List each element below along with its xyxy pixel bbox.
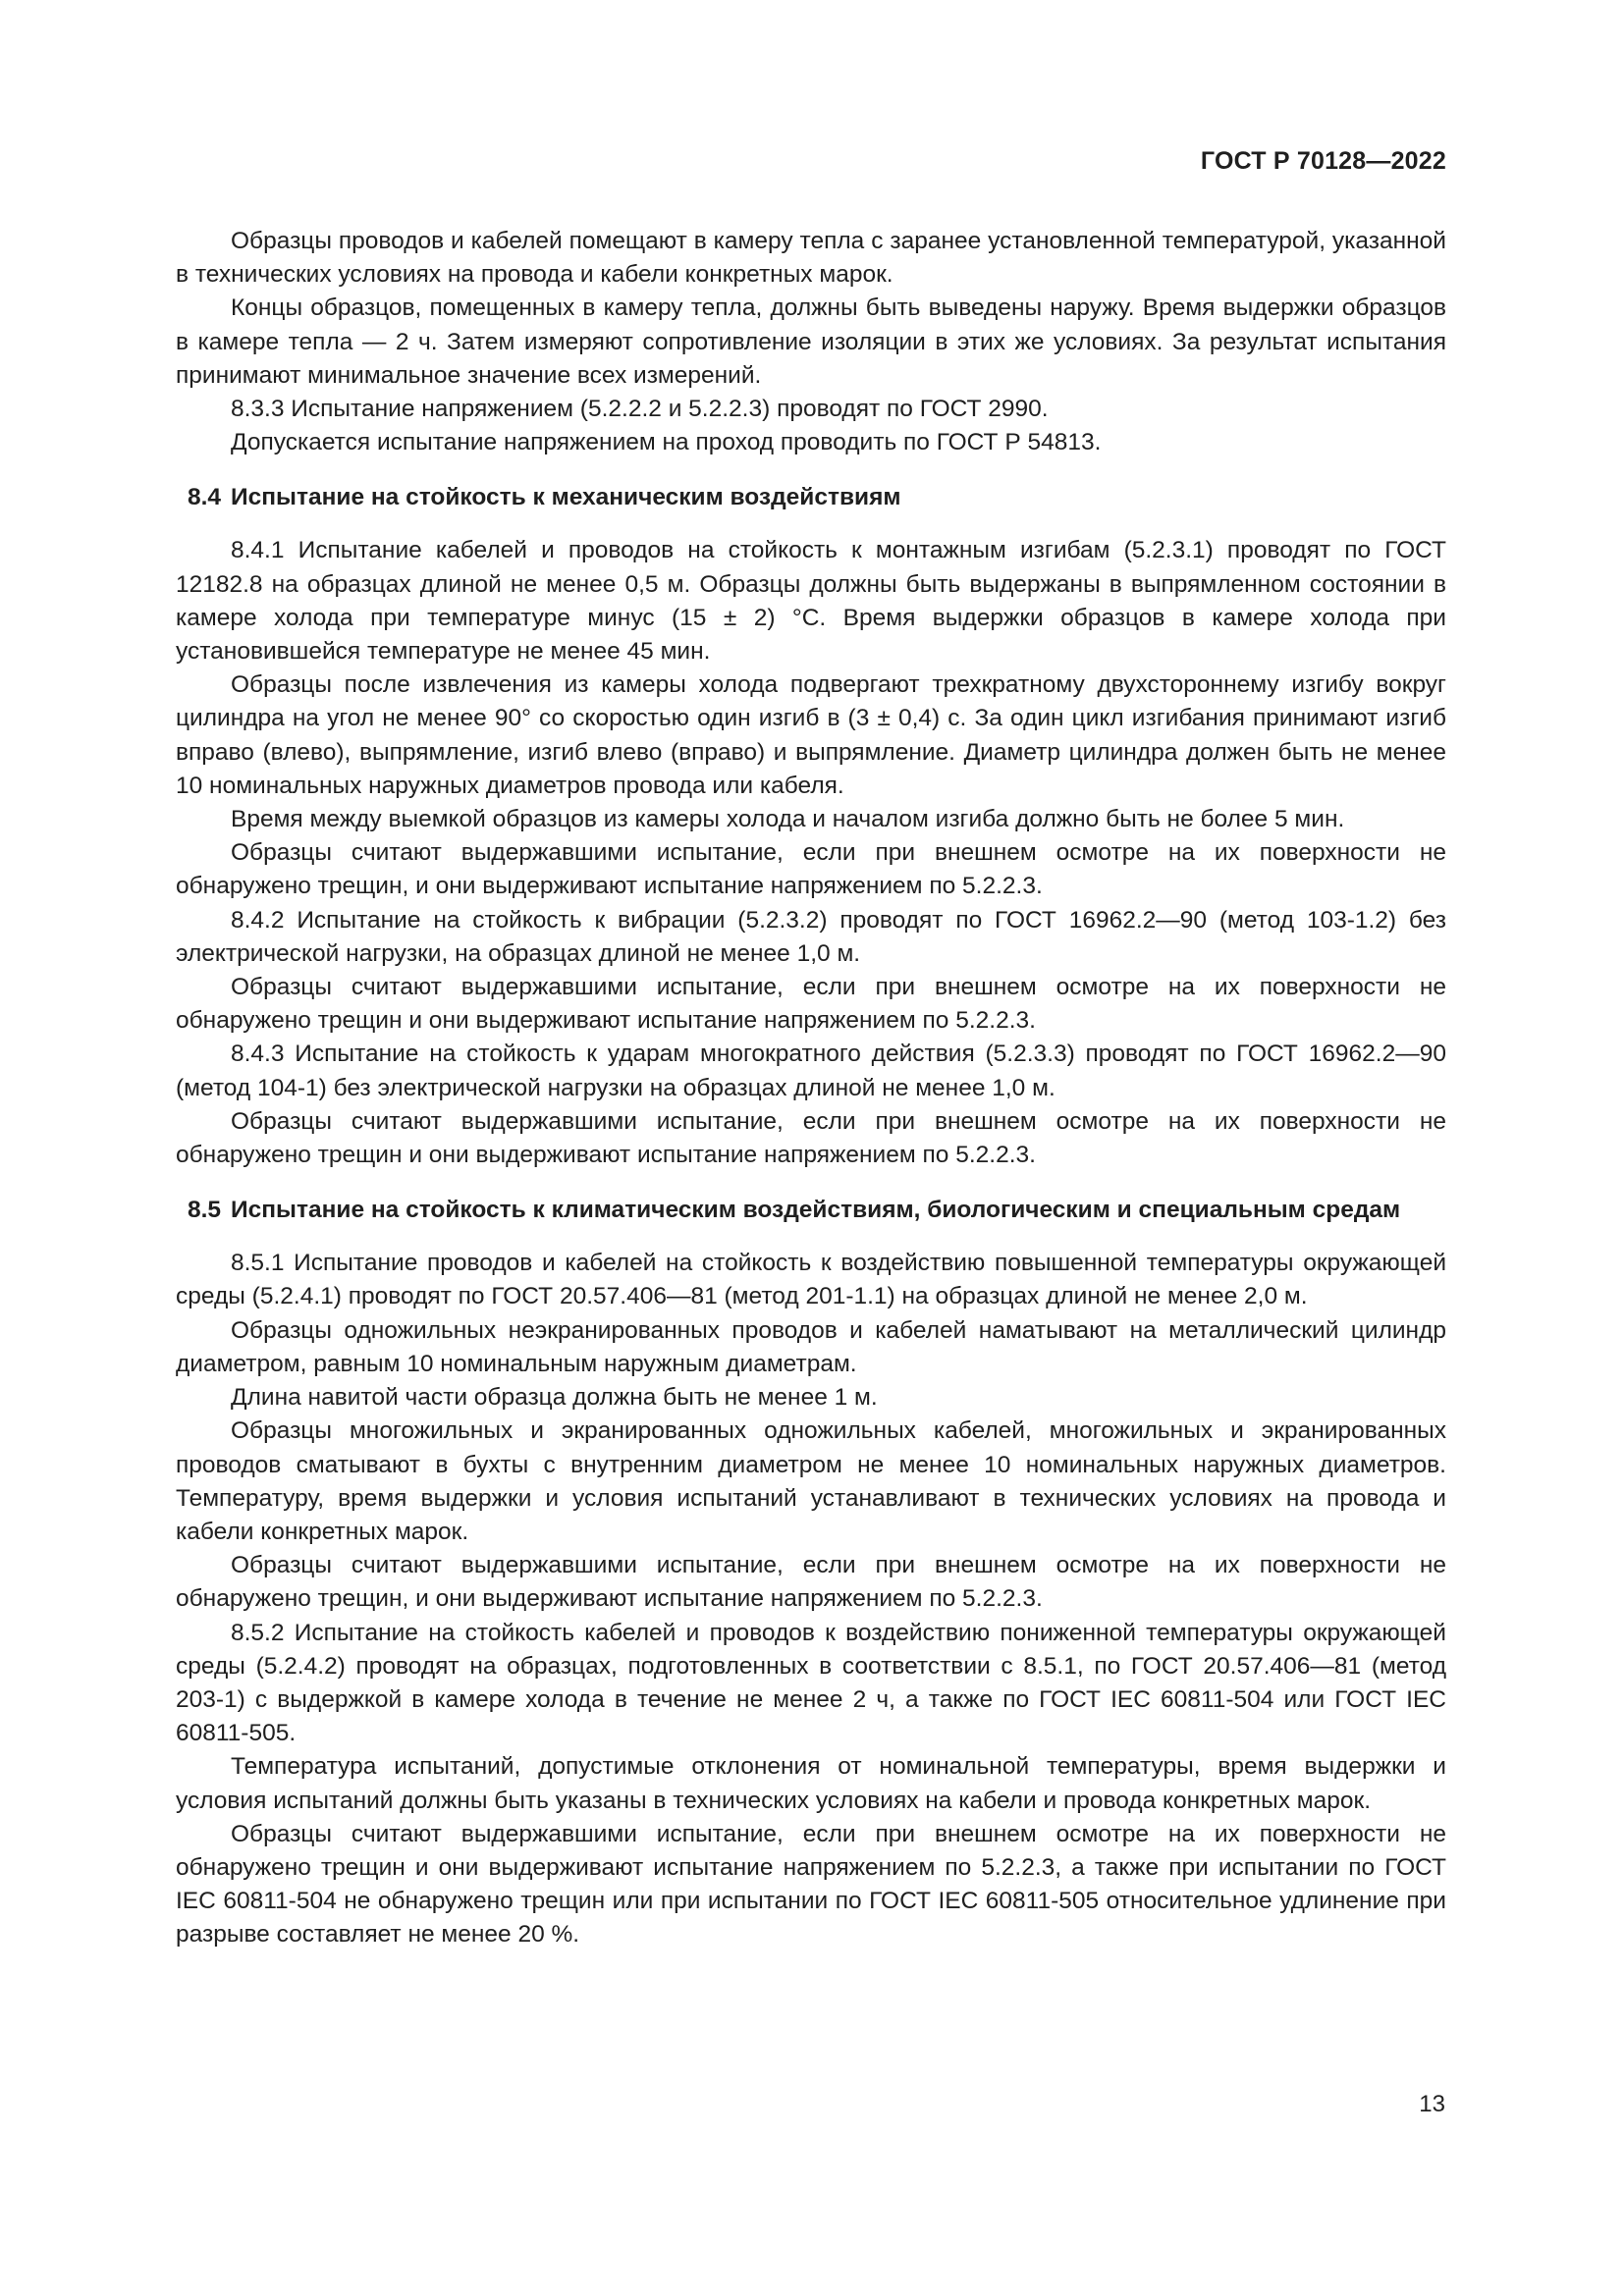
section-heading [176,1194,1446,1227]
paragraph: Температура испытаний, допустимые отклонения от номинальной температуры, время выдержки и условия испытаний должны быть указаны в технических условиях на кабели и провода конкретных марок. [176,1753,1446,1814]
paragraph: 8.5.2 Испытание на стойкость кабелей и проводов к воздействию пониженной температуры окружающей среды (5.2.4.2) проводят на образцах, подготовленных в соответствии с 8.5.1, по ГОСТ 20.57.406—81 (метод 203-1) с выдержкой в камере холода в течение не менее 2 ч, а также по ГОСТ IEC 60811-504 или ГОСТ IEC 60811-505. [176,1619,1446,1747]
section-title: Испытание на стойкость к механическим воздействиям [231,484,901,511]
paragraph: 8.4.2 Испытание на стойкость к вибрации (5.2.3.2) проводят по ГОСТ 16962.2—90 (метод 103-1.2) без электрической нагрузки, на образцах длиной не менее 1,0 м. [176,906,1446,967]
paragraph: Образцы одножильных неэкранированных проводов и кабелей наматывают на металлический цилиндр диаметром, равным 10 номинальным наружным диаметрам. [176,1316,1446,1377]
paragraph: 8.5.1 Испытание проводов и кабелей на стойкость к воздействию повышенной температуры окружающей среды (5.2.4.1) проводят по ГОСТ 20.57.406—81 (метод 201-1.1) на образцах длиной не менее 2,0 м. [176,1250,1446,1310]
section-number: 8.4 [188,484,222,511]
paragraph: Образцы считают выдержавшими испытание, если при внешнем осмотре на их поверхности не обнаружено трещин и они выдерживают испытание напряжением по 5.2.2.3, а также при испытании по ГОСТ IEC 60811-504 не обнаружено трещин или при испытании по ГОСТ IEC 60811-505 относительное удлинение при разрыве составляет не менее 20 %. [176,1820,1446,1949]
paragraph: Концы образцов, помещенных в камеру тепла, должны быть выведены наружу. Время выдержки образцов в камере тепла — 2 ч. Затем измеряют сопротивление изоляции в этих же условиях. За результат испытания принимают минимальное значение всех измерений. [176,294,1446,389]
document-body [176,225,1446,1952]
paragraph: Длина навитой части образца должна быть не менее 1 м. [231,1384,878,1412]
section-number: 8.5 [188,1197,222,1224]
paragraph: Образцы считают выдержавшими испытание, если при внешнем осмотре на их поверхности не обнаружено трещин, и они выдерживают испытание напряжением по 5.2.2.3. [176,1552,1446,1613]
paragraph: 8.4.3 Испытание на стойкость к ударам многократного действия (5.2.3.3) проводят по ГОСТ 16962.2—90 (метод 104-1) без электрической нагрузки на образцах длиной не менее 1,0 м. [176,1041,1446,1101]
paragraph: Образцы считают выдержавшими испытание, если при внешнем осмотре на их поверхности не обнаружено трещин и они выдерживают испытание напряжением по 5.2.2.3. [176,1107,1446,1169]
paragraph: 8.3.3 Испытание напряжением (5.2.2.2 и 5.2.2.3) проводят по ГОСТ 2990. [231,396,1049,423]
paragraph: Образцы многожильных и экранированных одножильных кабелей, многожильных и экранированных проводов сматывают в бухты с внутренним диаметром не менее 10 номинальных наружных диаметров. Температуру, время выдержки и условия испытаний устанавливают в технических условиях на провода и кабели конкретных марок. [176,1417,1446,1545]
paragraph: Образцы считают выдержавшими испытание, если при внешнем осмотре на их поверхности не обнаружено трещин и они выдерживают испытание напряжением по 5.2.2.3. [176,974,1446,1035]
paragraph: Допускается испытание напряжением на проход проводить по ГОСТ Р 54813. [231,429,1102,456]
section-title: Испытание на стойкость к климатическим воздействиям, биологическим и специальным средам [231,1197,1401,1224]
page-number: 13 [1419,2091,1445,2117]
paragraph: Образцы после извлечения из камеры холода подвергают трехкратному двухстороннему изгибу вокруг цилиндра на угол не менее 90° со скоростью один изгиб в (3 ± 0,4) с. За один цикл изгибания принимают изгиб вправо (влево), выпрямление, изгиб влево (вправо) и выпрямление. Диаметр цилиндра должен быть не менее 10 номинальных наружных диаметров провода или кабеля. [176,671,1446,799]
paragraph: Образцы считают выдержавшими испытание, если при внешнем осмотре на их поверхности не обнаружено трещин, и они выдерживают испытание напряжением по 5.2.2.3. [176,839,1446,900]
section-heading [176,481,1446,514]
paragraph: Время между выемкой образцов из камеры холода и началом изгиба должно быть не более 5 мин. [231,806,1345,833]
paragraph: 8.4.1 Испытание кабелей и проводов на стойкость к монтажным изгибам (5.2.3.1) проводят по ГОСТ 12182.8 на образцах длиной не менее 0,5 м. Образцы должны быть выдержаны в выпрямленном состоянии в камере холода при температуре минус (15 ± 2) °С. Время выдержки образцов в камере холода при установившейся температуре не менее 45 мин. [176,537,1446,666]
standard-header: ГОСТ Р 70128—2022 [1200,147,1446,175]
paragraph: Образцы проводов и кабелей помещают в камеру тепла с заранее установленной температурой, указанной в технических условиях на провода и кабели конкретных марок. [176,228,1446,289]
